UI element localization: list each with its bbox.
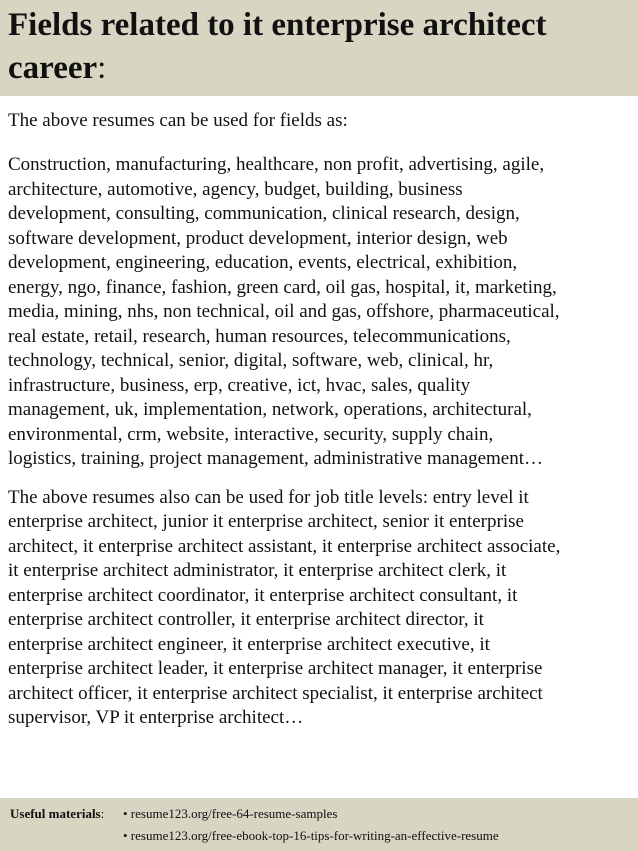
- fields-line: technology, technical, senior, digital, software, web, clinical, hr,: [8, 350, 494, 371]
- levels-line: enterprise architect coordinator, it enterprise architect consultant, it: [8, 584, 518, 606]
- fields-line: logistics, training, project management, administrative management…: [8, 448, 544, 469]
- fields-line: real estate, retail, research, human resources, telecommunications,: [8, 325, 511, 347]
- resume-samples-link[interactable]: • resume123.org/free-64-resume-samples: [123, 806, 338, 821]
- fields-line: energy, ngo, finance, fashion, green card, oil gas, hospital, it, marketing,: [8, 276, 557, 298]
- fields-line: Construction, manufacturing, healthcare, non profit, advertising, agile,: [8, 154, 545, 175]
- page-title: [8, 4, 633, 90]
- levels-line: The above resumes also can be used for job title levels: entry level it: [8, 486, 529, 508]
- useful-materials-label: [10, 806, 104, 822]
- fields-line: media, mining, nhs, non technical, oil and gas, offshore, pharmaceutical,: [8, 301, 560, 322]
- levels-line: enterprise architect engineer, it enterprise architect executive, it: [8, 633, 490, 655]
- levels-line: enterprise architect leader, it enterprise architect manager, it enterprise: [8, 658, 543, 679]
- fields-paragraph: [8, 153, 636, 472]
- useful-materials-footer: [0, 798, 638, 851]
- slide-body: [8, 108, 636, 731]
- page-title-text: Fields related to it enterprise architect career: [8, 7, 547, 86]
- title-band: [0, 0, 638, 96]
- fields-line: management, uk, implementation, network, operations, architectural,: [8, 399, 532, 420]
- levels-line: enterprise architect controller, it enterprise architect director, it: [8, 609, 484, 630]
- page-title-colon: :: [97, 50, 107, 86]
- fields-line: infrastructure, business, erp, creative, ict, hvac, sales, quality: [8, 374, 471, 396]
- fields-line: development, engineering, education, events, electrical, exhibition,: [8, 252, 518, 273]
- job-levels-paragraph: [8, 486, 636, 731]
- fields-line: architecture, automotive, agency, budget, building, business: [8, 178, 463, 200]
- ebook-tips-link[interactable]: • resume123.org/free-ebook-top-16-tips-for-writing-an-effective-resume: [123, 828, 499, 843]
- fields-line: software development, product development, interior design, web: [8, 227, 508, 249]
- levels-line: architect, it enterprise architect assistant, it enterprise architect associate,: [8, 535, 561, 557]
- levels-line: enterprise architect, junior it enterprise architect, senior it enterprise: [8, 511, 524, 532]
- intro-text: The above resumes can be used for fields as:: [8, 110, 348, 131]
- fields-line: environmental, crm, website, interactive, security, supply chain,: [8, 423, 494, 445]
- useful-materials-label-text: Useful materials: [10, 806, 101, 821]
- levels-line: supervisor, VP it enterprise architect…: [8, 707, 304, 728]
- fields-line: development, consulting, communication, clinical research, design,: [8, 203, 520, 224]
- levels-line: architect officer, it enterprise architect specialist, it enterprise architect: [8, 682, 543, 704]
- levels-line: it enterprise architect administrator, it enterprise architect clerk, it: [8, 560, 507, 581]
- useful-materials-colon: :: [100, 806, 105, 821]
